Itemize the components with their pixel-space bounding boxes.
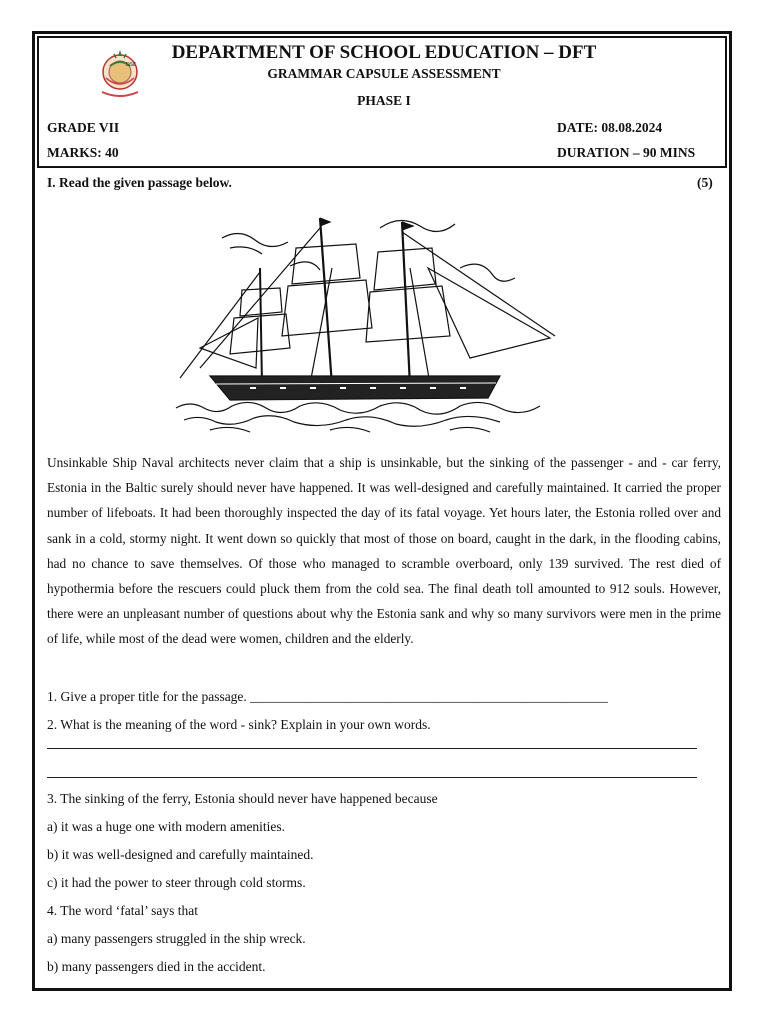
question-4-option-a: a) many passengers struggled in the ship wreck. xyxy=(47,931,306,946)
department-title: DEPARTMENT OF SCHOOL EDUCATION – DFT xyxy=(171,42,597,63)
svg-text:DSE: DSE xyxy=(126,62,137,68)
question-3-option-a: a) it was a huge one with modern amenities. xyxy=(47,819,286,834)
date-label: DATE: 08.08.2024 xyxy=(557,120,663,135)
assessment-title: GRAMMAR CAPSULE ASSESSMENT xyxy=(267,66,501,81)
question-3-option-b: b) it was well-designed and carefully maintained. xyxy=(47,847,314,862)
section-instruction: I. Read the given passage below. xyxy=(47,175,232,190)
question-1: 1. Give a proper title for the passage. _____________________________________________________ xyxy=(47,689,608,704)
section-marks: (5) xyxy=(697,175,713,190)
question-2: 2. What is the meaning of the word - sink? Explain in your own words. xyxy=(47,717,431,732)
question-3: 3. The sinking of the ferry, Estonia should never have happened because xyxy=(47,791,438,806)
marks-label: MARKS: 40 xyxy=(47,145,119,160)
question-4-option-b: b) many passengers died in the accident. xyxy=(47,959,266,974)
question-4: 4. The word ‘fatal’ says that xyxy=(47,903,198,918)
reading-passage: Unsinkable Ship Naval architects never claim that a ship is unsinkable, but the sinking of the passenger - and - car ferry, Estonia in the Baltic surely should never have happened. It was well-designed and carefully maintained. It carried the proper number of lifeboats. It had been thoroughly inspected the day of its fatal voyage. Yet hours later, the Estonia rolled over and sank in a cold, stormy night. It went down so quickly that most of those on board, caught in the dark, in the flooding cabins, had no chance to save themselves. Of those who managed to scramble overboard, only 139 survived. The rest died of hypothermia before the rescuers could pluck them from the cold sea. The final death toll amounted to 912 souls. However, there were an unpleasant number of questions about why the Estonia sank and why so many survivors were men in the prime of life, while most of the dead were women, children and the elderly. xyxy=(47,455,721,647)
answer-line-1[interactable] xyxy=(47,748,697,749)
grade-label: GRADE VII xyxy=(47,120,120,135)
question-3-option-c: c) it had the power to steer through cold storms. xyxy=(47,875,306,890)
answer-line-2[interactable] xyxy=(47,777,697,778)
duration-label: DURATION – 90 MINS xyxy=(557,145,696,160)
phase-title: PHASE I xyxy=(357,93,411,108)
sailing-ship-illustration xyxy=(170,208,562,436)
